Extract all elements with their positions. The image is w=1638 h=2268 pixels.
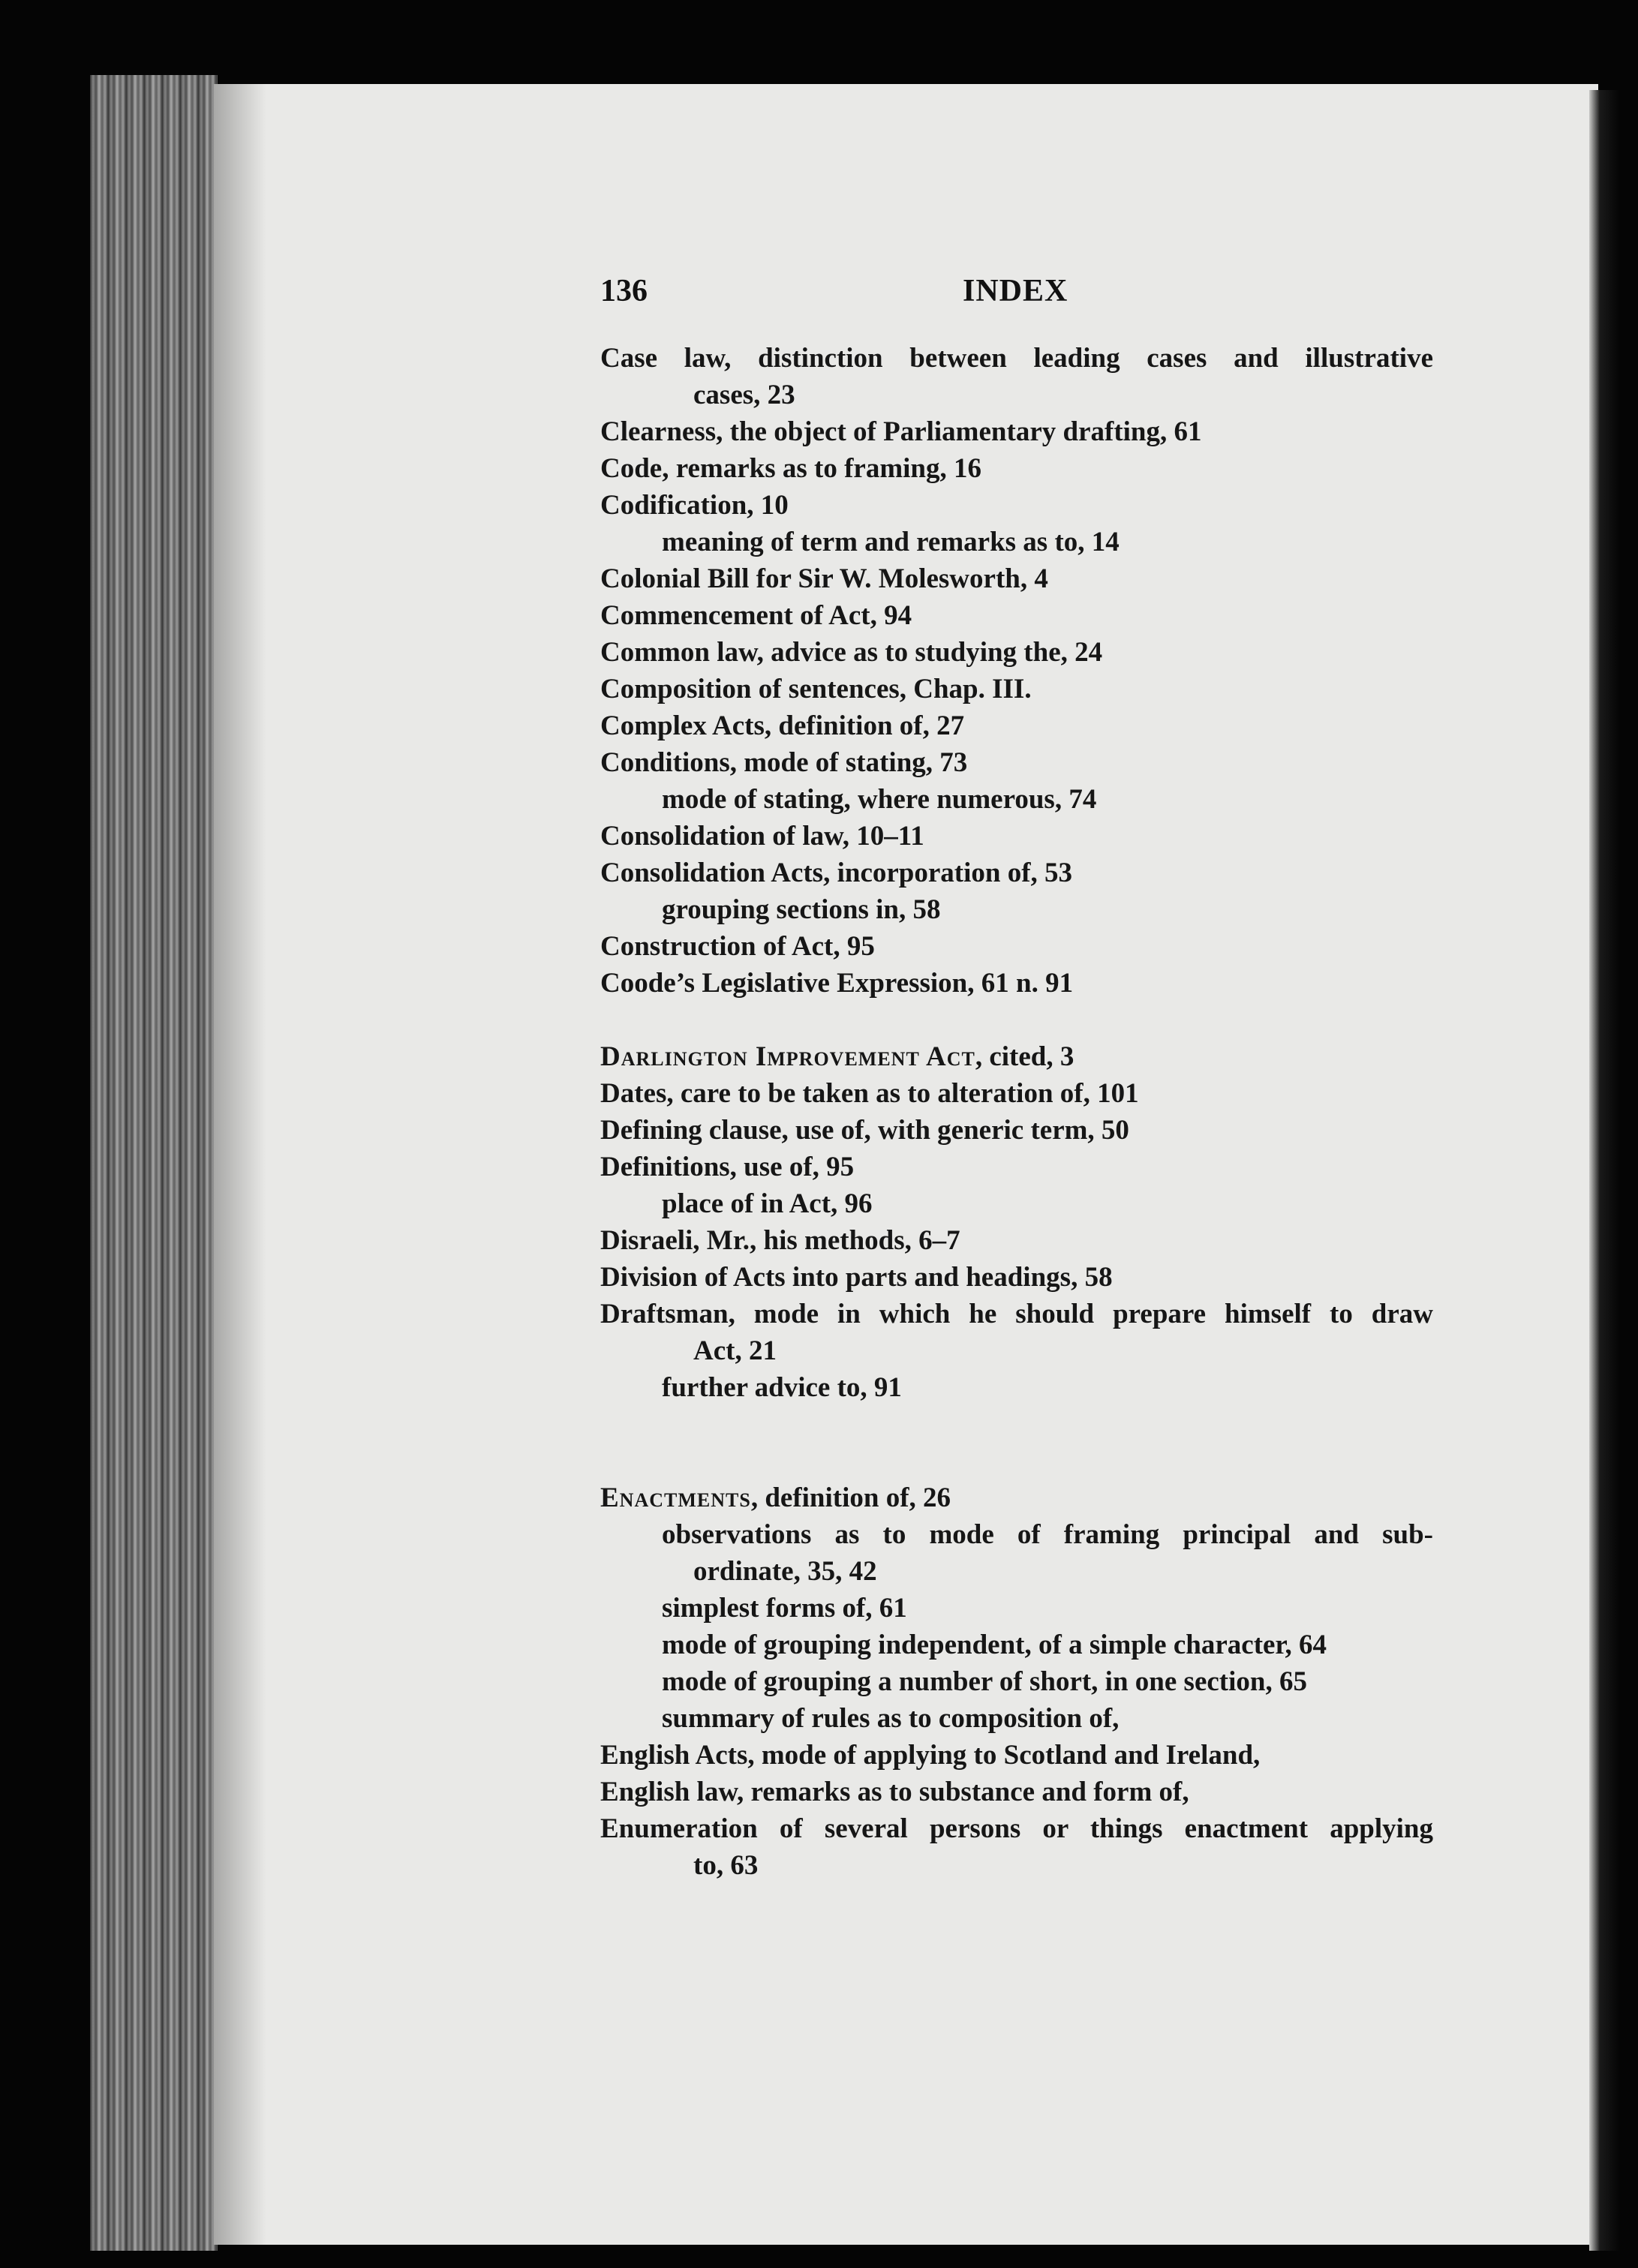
entry-text: , cited, 3 <box>975 1041 1074 1072</box>
index-entry: English Acts, mode of applying to Scotland and Ireland, <box>600 1740 1261 1771</box>
entry-heading: Darlington Improvement Act <box>600 1041 975 1072</box>
section-gap <box>600 1406 1441 1443</box>
index-entry: Conditions, mode of stating, 73 <box>600 747 968 778</box>
index-entry-continuation: cases, 23 <box>693 380 795 410</box>
entry-text: Draftsman, mode in which he should prepare himself to draw <box>600 1299 1433 1329</box>
entry-text: , definition of, 26 <box>750 1482 951 1513</box>
index-entry: Colonial Bill for Sir W. Molesworth, 4 <box>600 563 1048 594</box>
index-entry: Codification, 10 <box>600 490 789 521</box>
index-entry: Consolidation of law, 10–11 <box>600 821 924 852</box>
index-entry: Disraeli, Mr., his methods, 6–7 <box>600 1225 960 1256</box>
index-entry <box>600 1479 1441 1516</box>
index-entry <box>600 1038 1441 1075</box>
index-entry: Code, remarks as to framing, 16 <box>600 453 982 484</box>
index-subentry <box>600 1516 1441 1553</box>
entry-text: observations as to mode of framing principal and sub- <box>662 1519 1433 1550</box>
index-entry <box>600 1296 1441 1332</box>
index-entry: Definitions, use of, 95 <box>600 1152 855 1182</box>
index-entry: Commencement of Act, 94 <box>600 600 912 631</box>
index-entry-continuation: Act, 21 <box>693 1335 777 1366</box>
entry-heading: Enactments <box>600 1482 751 1513</box>
index-entry: Composition of sentences, Chap. III. <box>600 674 1032 704</box>
index-entry: Consolidation Acts, incorporation of, 53 <box>600 858 1073 888</box>
index-subentry: place of in Act, 96 <box>662 1188 873 1219</box>
section-gap <box>600 1002 1441 1038</box>
index-subentry: summary of rules as to composition of, <box>662 1703 1120 1734</box>
index-entry: Clearness, the object of Parliamentary drafting, 61 <box>600 416 1202 447</box>
index-entry: English law, remarks as to substance and form of, <box>600 1777 1189 1807</box>
entry-text: Enumeration of several persons or things enactment applying <box>600 1813 1433 1844</box>
index-entry: Complex Acts, definition of, 27 <box>600 710 965 741</box>
index-entry: Common law, advice as to studying the, 24 <box>600 637 1103 668</box>
index-entry: Construction of Act, 95 <box>600 931 875 962</box>
index-entry: Coode’s Legislative Expression, 61 n. 91 <box>600 968 1074 999</box>
index-subentry: mode of stating, where numerous, 74 <box>662 784 1097 815</box>
index-subentry: further advice to, 91 <box>662 1372 902 1403</box>
index-subentry: mode of grouping a number of short, in one section, 65 <box>662 1666 1307 1697</box>
running-header <box>600 273 1073 318</box>
index-entry: Defining clause, use of, with generic term, 50 <box>600 1115 1129 1146</box>
index-entry-continuation: ordinate, 35, 42 <box>693 1556 877 1587</box>
index-entry <box>600 1810 1441 1847</box>
index-entries <box>600 340 1441 1884</box>
index-subentry: meaning of term and remarks as to, 14 <box>662 527 1120 557</box>
index-subentry: grouping sections in, 58 <box>662 894 941 925</box>
page-number: 136 <box>600 274 648 308</box>
book-fore-edge <box>90 75 218 2251</box>
page-title: INDEX <box>963 274 1068 308</box>
index-subentry: simplest forms of, 61 <box>662 1593 907 1624</box>
page-shadow <box>214 84 266 2245</box>
index-entry: Division of Acts into parts and headings, 58 <box>600 1262 1113 1293</box>
entry-text: Case law, distinction between leading cases and illustrative <box>600 343 1433 374</box>
section-gap <box>600 1443 1441 1479</box>
index-entry: Dates, care to be taken as to alteration of, 101 <box>600 1078 1139 1109</box>
book-gutter <box>1589 90 1619 2251</box>
index-entry <box>600 340 1441 377</box>
index-entry-continuation: to, 63 <box>693 1850 759 1881</box>
index-subentry: mode of grouping independent, of a simple character, 64 <box>662 1630 1327 1660</box>
